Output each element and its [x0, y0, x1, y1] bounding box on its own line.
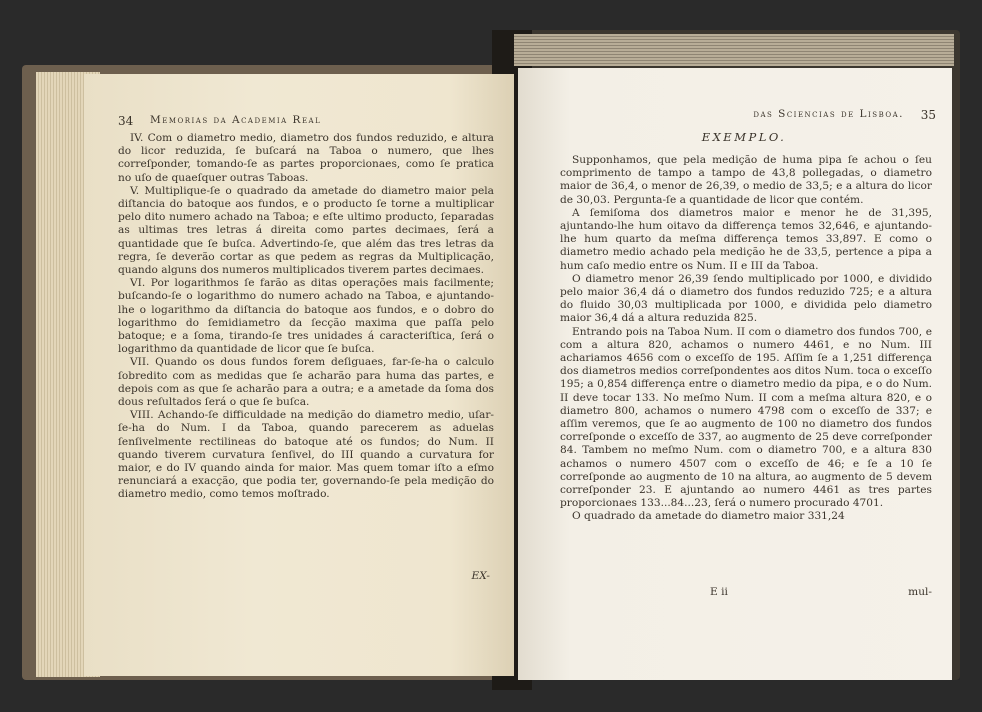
paragraph: VI. Por logarithmos ſe farão as ditas operações mais facilmente; buſcando-ſe o logarithmo do numero achado na Taboa, e ajuntando-lhe o logarithmo da diſtancia do batoque aos fundos, e o dobro do logarithmo do ſemidiametro da ſecção maxima que paſſa pelo batoque; e a ſoma, tirando-ſe tres unidades á caracteriſtica, ſerá o logarithmo da quantidade de licor que ſe buſca. — [118, 277, 494, 356]
paragraph: O quadrado da ametade do diametro maior 331,24 — [572, 510, 845, 523]
left-page-number: 34 — [118, 114, 134, 128]
paragraph: O diametro menor 26,39 ſendo multiplicado por 1000, e dividido pelo maior 36,4 dá o diametro dos fundos reduzido 725; e a altura do fluido 30,03 multiplicada por 1000, e dividida pelo diametro maior 36,4 dá a altura reduzida 825. — [560, 272, 932, 325]
signature-mark: E ii — [710, 586, 728, 598]
paragraph: Supponhamos, que pela medição de huma pipa ſe achou o ſeu comprimento de tampo a tampo de 43,8 pollegadas, o diametro maior de 36,4, o menor de 26,39, o medio de 33,5; e a altura do licor de 30,03. Pergunta-ſe a quantidade de licor que contém. — [560, 154, 932, 206]
right-catchword: mul- — [908, 586, 932, 598]
paragraph: IV. Com o diametro medio, diametro dos fundos reduzido, e altura do licor reduzida, ſe buſcará na Taboa o numero, que lhes correſponder, tomando-ſe as partes proporcionaes, como ſe pratica no uſo de quaeſquer outras Taboas. — [118, 132, 494, 184]
paragraph: VII. Quando os dous fundos forem deſiguaes, far-ſe-ha o calculo ſobredito com as medidas que ſe acharão para huma das partes, e depois com as que ſe acharão para a outra; e a ametade da ſoma dos dous reſultados ſerá o que ſe buſca. — [118, 356, 494, 409]
right-footer — [560, 586, 932, 600]
paragraph: A ſemiſoma dos diametros maior e menor he de 31,395, ajuntando-lhe hum oitavo da differença temos 32,646, e ajuntando-lhe hum quarto da meſma differença temos 33,897. E como o diametro medio achado pela medição he de 33,5, pertence a pipa a hum caſo medio entre os Num. II e III da Taboa. — [560, 206, 932, 272]
left-running-header — [118, 114, 498, 128]
open-book — [22, 30, 960, 690]
paragraph: VIII. Achando-ſe difficuldade na medição do diametro medio, uſar-ſe-ha do Num. I da Taboa, quando parecerem as aduelas ſenſivelmente rectilineas do batoque até os fundos; do Num. II quando tiverem curvatura ſenſivel, do III quando a curvatura for maior, e do IV quando ainda for maior. Mas quem tomar iſto a eſmo renunciará a exacção, que podia ter, governando-ſe pela medição do diametro medio, como temos moſtrado. — [118, 409, 494, 501]
right-running-head: das Sciencias de Lisboa. — [753, 108, 904, 120]
right-body-text — [560, 154, 932, 524]
left-body-text — [118, 132, 494, 502]
right-page-number: 35 — [920, 108, 936, 122]
right-page — [518, 68, 952, 680]
right-page-edges — [514, 34, 954, 66]
left-page — [84, 74, 514, 676]
left-running-head: Memorias da Academia Real — [150, 114, 322, 126]
paragraph: Entrando pois na Taboa Num. II com o diametro dos fundos 700, e com a altura 820, achamos o numero 4461, e no Num. III achariamos 4656 com o exceſſo de 195. Aſſim ſe a 1,251 differença dos diametros medios correſpondentes aos ditos Num. toca o exceſſo 195; a 0,854 differença entre o diametro medio da pipa, e o do Num. II deve tocar 133. No meſmo Num. II com a meſma altura 820, e o diametro 800, achamos o numero 4798 com o exceſſo de 337; e aſſim veremos, que ſe ao augmento de 100 no diametro dos fundos correſponde o exceſſo de 337, ao augmento de 25 deve correſponder 84. Tambem no meſmo Num. com o diametro 700, e a altura 830 achamos o numero 4507 com o exceſſo de 46; e ſe a 10 ſe correſponde ao augmento de 10 na altura, ao augmento de 5 devem correſponder 23. E ajuntando ao numero 4461 as tres partes proporcionaes 133...84...23, ſerá o numero procurado 4701. — [560, 325, 932, 510]
left-catchword: EX- — [471, 570, 490, 582]
section-title: EXEMPLO. — [701, 130, 787, 144]
paragraph: V. Multiplique-ſe o quadrado da ametade do diametro maior pela diſtancia do batoque aos fundos, e o producto ſe torne a multiplicar pelo dito numero achado na Taboa; e eſte ultimo producto, ſeparadas as ultimas tres letras á direita como partes decimaes, ſerá a quantidade que ſe buſca. Advertindo-ſe, que além das tres letras da regra, ſe deverão cortar as que pedem as regras da Multiplicação, quando alguns dos numeros multiplicados tiverem partes decimaes. — [118, 184, 494, 277]
